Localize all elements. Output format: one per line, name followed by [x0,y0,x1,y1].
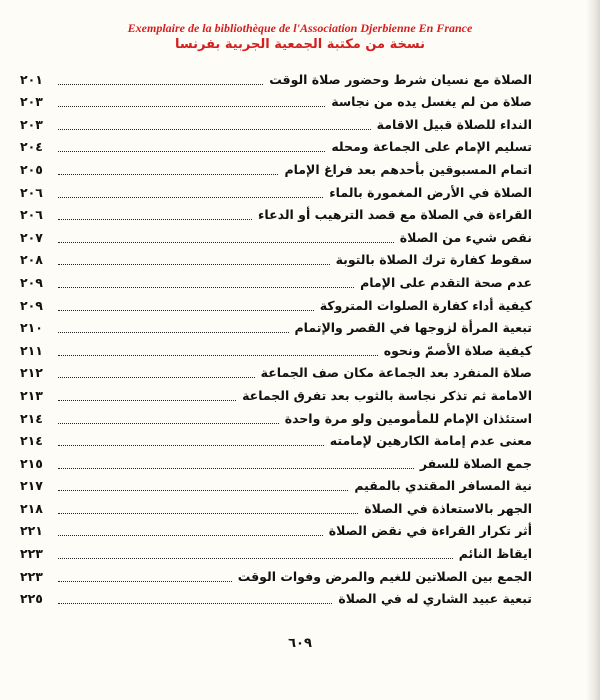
toc-entry-page: ٢٠٦ [20,184,43,200]
dot-leader [58,219,252,220]
page-number: ٦٠٩ [288,636,312,651]
dot-leader [58,400,236,401]
watermark-french: Exemplaire de la bibliothèque de l'Association Djerbienne En France [127,21,473,35]
toc-entry-title: النداء للصلاة قبيل الاقامة [376,116,532,132]
dot-leader [58,377,255,378]
dot-leader [58,174,278,175]
dot-leader [58,445,324,446]
dot-leader [58,151,325,152]
toc-entry-title: استئذان الإمام للمأمومين ولو مرة واحدة [284,410,532,426]
toc-entry-title: تبعية المرأة لزوجها في القصر والإتمام [294,320,532,336]
toc-entry [20,224,532,247]
toc-entry-title: كيفية صلاة الأصمّ ونحوه [383,342,532,358]
toc-entry-title: تسليم الإمام على الجماعة ومحله [331,139,532,155]
dot-leader [58,310,314,311]
toc-entry-page: ٢٠٤ [20,139,43,155]
toc-entry-page: ٢١٢ [20,365,43,381]
toc-entry-title: سقوط كفارة ترك الصلاة بالتوبة [335,252,532,268]
toc-entry-title: نية المسافر المقتدي بالمقيم [354,478,532,494]
toc-entry [20,66,532,89]
toc-entry [20,473,532,496]
toc-entry-page: ٢٠٩ [20,297,43,313]
toc-entry-title: جمع الصلاة للسفر [419,455,532,471]
toc-entry-page: ٢١٣ [20,387,43,403]
dot-leader [58,581,232,582]
toc-entry [20,156,532,179]
toc-entry-title: نقص شيء من الصلاة [399,229,532,245]
toc-entry-title: صلاة المنفرد بعد الجماعة مكان صف الجماعة [260,365,532,381]
toc-entry-title: الجهر بالاستعاذة في الصلاة [364,500,532,516]
table-of-contents [20,66,532,608]
toc-entry [20,586,532,609]
toc-entry [20,315,532,338]
toc-entry-page: ٢٢٣ [20,546,43,562]
toc-entry-title: تبعية عبيد الشاري له في الصلاة [338,591,532,607]
dot-leader [58,603,332,604]
toc-entry [20,89,532,112]
toc-entry [20,450,532,473]
toc-entry [20,540,532,563]
toc-entry-page: ٢١٤ [20,410,43,426]
toc-entry [20,405,532,428]
dot-leader [58,287,354,288]
dot-leader [58,84,263,85]
toc-entry-page: ٢٠٨ [20,252,43,268]
toc-entry-page: ٢٠٣ [20,94,43,110]
toc-entry [20,111,532,134]
toc-entry-title: اتمام المسبوقين بأحدهم بعد فراغ الإمام [284,161,532,177]
toc-entry-page: ٢١٠ [20,320,43,336]
dot-leader [58,197,323,198]
toc-entry [20,292,532,315]
toc-entry-title: أثر تكرار القراءة في نقض الصلاة [328,523,532,539]
dot-leader [58,332,289,333]
toc-entry-page: ٢١٨ [20,500,43,516]
toc-entry-page: ٢٢٣ [20,568,43,584]
toc-entry [20,382,532,405]
dot-leader [58,264,330,265]
dot-leader [58,558,453,559]
dot-leader [58,242,394,243]
toc-entry [20,360,532,383]
toc-entry [20,269,532,292]
library-watermark [0,20,600,54]
watermark-arabic: نسخة من مكتبة الجمعية الجربية بفرنسا [175,37,425,52]
toc-entry-title: صلاة من لم يغسل يده من نجاسة [331,94,532,110]
toc-entry [20,179,532,202]
dot-leader [58,106,325,107]
toc-entry-title: كيفية أداء كفارة الصلوات المتروكة [319,297,532,313]
dot-leader [58,490,348,491]
dot-leader [58,468,414,469]
dot-leader [58,513,358,514]
page-edge-shadow [586,0,600,700]
toc-entry [20,563,532,586]
toc-entry [20,495,532,518]
toc-entry-page: ٢١٧ [20,478,43,494]
toc-entry [20,337,532,360]
toc-entry-title: ايقاظ النائم [458,546,532,562]
toc-entry [20,134,532,157]
toc-entry-page: ٢١١ [20,342,43,358]
dot-leader [58,355,378,356]
toc-entry [20,202,532,225]
toc-entry-title: معنى عدم إمامة الكارهين لإمامته [329,433,532,449]
dot-leader [58,423,279,424]
toc-entry-page: ٢٠٥ [20,161,43,177]
toc-entry-title: القراءة في الصلاة مع قصد الترهيب أو الدعاء [258,207,532,223]
toc-entry [20,428,532,451]
toc-entry-title: الامامة ثم تذكر نجاسة بالثوب بعد تفرق الجماعة [242,387,532,403]
toc-entry-page: ٢٢١ [20,523,43,539]
toc-entry-page: ٢٠١ [20,71,43,87]
dot-leader [58,535,323,536]
toc-entry [20,518,532,541]
toc-entry-title: الجمع بين الصلاتين للغيم والمرض وفوات الوقت [237,568,532,584]
toc-entry-page: ٢٠٩ [20,274,43,290]
toc-entry-page: ٢١٤ [20,433,43,449]
toc-entry-page: ٢١٥ [20,455,43,471]
toc-entry-page: ٢٠٣ [20,116,43,132]
toc-entry-title: الصلاة في الأرض المغمورة بالماء [329,184,532,200]
toc-entry [20,247,532,270]
toc-entry-page: ٢٠٧ [20,229,43,245]
dot-leader [58,129,371,130]
toc-entry-page: ٢٠٦ [20,207,43,223]
toc-entry-title: الصلاة مع نسيان شرط وحضور صلاة الوقت [269,71,532,87]
toc-entry-page: ٢٢٥ [20,591,43,607]
toc-entry-title: عدم صحة التقدم على الإمام [360,274,532,290]
